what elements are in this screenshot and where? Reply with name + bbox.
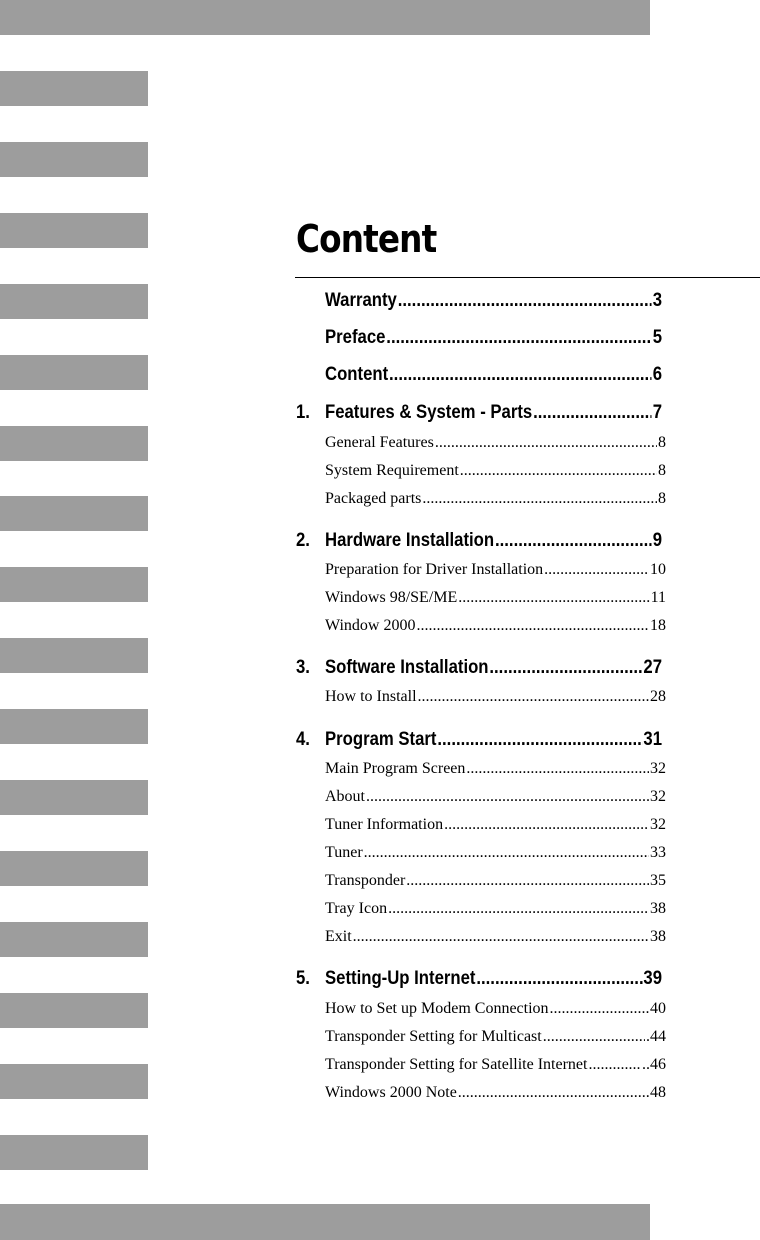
- toc-section-page: 39: [643, 968, 663, 989]
- toc-subentry[interactable]: [325, 1056, 666, 1074]
- toc-subentry[interactable]: [325, 490, 666, 508]
- side-tab: [0, 567, 148, 602]
- leader-dots: [588, 1056, 641, 1074]
- leader-dots: [460, 462, 657, 480]
- leader-dots: [364, 844, 649, 862]
- leader-dots: [458, 589, 649, 607]
- toc-subentry-page: ..46: [642, 1056, 666, 1073]
- section-number: 2.: [296, 530, 310, 551]
- toc-subentry[interactable]: [325, 1000, 666, 1018]
- toc-subentry[interactable]: [325, 872, 666, 890]
- toc-section[interactable]: [325, 530, 662, 552]
- leader-dots: [389, 364, 652, 386]
- leader-dots: [533, 402, 652, 424]
- toc-subentry-page: 32: [650, 788, 666, 805]
- toc-entry-page: 3: [652, 290, 663, 311]
- leader-dots: [466, 760, 649, 778]
- section-number: 3.: [296, 657, 310, 678]
- leader-dots: [388, 900, 649, 918]
- toc-subentry[interactable]: [325, 816, 666, 834]
- leader-dots: [418, 688, 649, 706]
- toc-subentry-label: Tuner: [325, 844, 363, 861]
- side-tab: [0, 1135, 148, 1170]
- toc-subentry-label: Transponder Setting for Multicast: [325, 1028, 542, 1045]
- side-tab: [0, 638, 148, 673]
- toc-section-label: Hardware Installation: [325, 530, 495, 551]
- toc-subentry[interactable]: [325, 589, 666, 607]
- side-tab: [0, 851, 148, 886]
- side-tab: [0, 71, 148, 106]
- toc-subentry-page: 10: [650, 561, 666, 578]
- toc-section-page: 27: [643, 657, 663, 678]
- leader-dots: [495, 530, 652, 552]
- section-number: 5.: [296, 968, 310, 989]
- header-bar: [0, 0, 650, 35]
- toc-subentry[interactable]: [325, 928, 666, 946]
- toc-subentry-page: 33: [650, 844, 666, 861]
- page-title: Content: [296, 217, 437, 261]
- toc-subentry[interactable]: [325, 844, 666, 862]
- toc-subentry-label: Transponder Setting for Satellite Internet: [325, 1056, 588, 1073]
- toc-subentry-page: 8: [658, 462, 666, 479]
- leader-dots: [386, 327, 652, 349]
- toc-section-label: Software Installation: [325, 657, 489, 678]
- side-tab: [0, 922, 148, 957]
- toc-subentry-label: Packaged parts: [325, 490, 422, 507]
- side-tab: [0, 993, 148, 1028]
- toc-subentry-page: 40: [650, 1000, 666, 1017]
- footer-bar: [0, 1204, 650, 1240]
- toc-subentry[interactable]: [325, 688, 666, 706]
- toc-entry-label: Content: [325, 364, 389, 385]
- toc-subentry-page: .44: [646, 1028, 666, 1045]
- toc-entry-page: 5: [652, 327, 663, 348]
- side-tab: [0, 355, 148, 390]
- toc-subentry-page: 8: [658, 434, 666, 451]
- toc-subentry-label: Tray Icon: [325, 900, 388, 917]
- toc-subentry-page: 48: [650, 1084, 666, 1101]
- toc-subentry[interactable]: [325, 462, 666, 480]
- leader-dots: [366, 788, 649, 806]
- leader-dots: [489, 657, 642, 679]
- toc-subentry-page: 32: [650, 816, 666, 833]
- toc-section-page: 7: [652, 402, 663, 423]
- leader-dots: [416, 617, 649, 635]
- toc-entry-page: 6: [652, 364, 663, 385]
- leader-dots: [544, 561, 649, 579]
- toc-subentry-page: 8: [658, 490, 666, 507]
- toc-subentry-label: Main Program Screen: [325, 760, 466, 777]
- toc-subentry[interactable]: [325, 1084, 666, 1102]
- toc-subentry-label: Preparation for Driver Installation: [325, 561, 544, 578]
- toc-subentry[interactable]: [325, 760, 666, 778]
- toc-entry[interactable]: [325, 327, 662, 349]
- leader-dots: [435, 434, 657, 452]
- toc-subentry[interactable]: [325, 1028, 666, 1046]
- toc-section-label: Features & System - Parts: [325, 402, 533, 423]
- toc-subentry[interactable]: [325, 561, 666, 579]
- toc-subentry[interactable]: [325, 900, 666, 918]
- leader-dots: [398, 290, 652, 312]
- toc-subentry[interactable]: [325, 788, 666, 806]
- side-tab: [0, 496, 148, 531]
- toc-section[interactable]: [325, 402, 662, 424]
- side-tab: [0, 780, 148, 815]
- toc-entry[interactable]: [325, 290, 662, 312]
- section-number: 4.: [296, 729, 310, 750]
- toc-subentry-page: 32: [650, 760, 666, 777]
- toc-entry[interactable]: [325, 364, 662, 386]
- toc-entry-label: Warranty: [325, 290, 397, 311]
- section-number: 1.: [296, 402, 310, 423]
- toc-subentry-page: 28: [650, 688, 666, 705]
- toc-subentry-label: Windows 2000 Note: [325, 1084, 457, 1101]
- leader-dots: [550, 1000, 649, 1018]
- leader-dots: [458, 1084, 649, 1102]
- toc-subentry[interactable]: [325, 617, 666, 635]
- toc-subentry-label: Transponder: [325, 872, 406, 889]
- leader-dots: [422, 490, 657, 508]
- side-tab: [0, 1064, 148, 1099]
- side-tab: [0, 426, 148, 461]
- toc-subentry-label: About: [325, 788, 365, 805]
- side-tab: [0, 284, 148, 319]
- toc-section[interactable]: [325, 968, 662, 990]
- toc-section-label: Program Start: [325, 729, 437, 750]
- toc-subentry-page: 35: [650, 872, 666, 889]
- side-tab: [0, 142, 148, 177]
- toc-entry-label: Preface: [325, 327, 386, 348]
- toc-subentry-label: Exit: [325, 928, 352, 945]
- toc-subentry-label: How to Set up Modem Connection: [325, 1000, 549, 1017]
- toc-subentry-label: Windows 98/SE/ME: [325, 589, 458, 606]
- toc-subentry-page: 38: [650, 928, 666, 945]
- toc-subentry-label: Tuner Information: [325, 816, 444, 833]
- side-tab: [0, 213, 148, 248]
- toc-section[interactable]: [325, 657, 662, 679]
- toc-subentry[interactable]: [325, 434, 666, 452]
- toc-section-page: 31: [643, 729, 663, 750]
- leader-dots: [437, 729, 642, 751]
- toc-subentry-page: 38: [650, 900, 666, 917]
- leader-dots: [353, 928, 649, 946]
- leader-dots: [444, 816, 649, 834]
- toc-subentry-page: 18: [650, 617, 666, 634]
- leader-dots: [543, 1028, 645, 1046]
- side-tab: [0, 709, 148, 744]
- toc-subentry-label: General Features: [325, 434, 434, 451]
- toc-section-label: Setting-Up Internet: [325, 968, 476, 989]
- leader-dots: [476, 968, 642, 990]
- title-rule: [295, 277, 760, 278]
- toc-subentry-label: Window 2000: [325, 617, 416, 634]
- toc-subentry-page: 11: [650, 589, 666, 606]
- toc-subentry-label: How to Install: [325, 688, 417, 705]
- toc-section[interactable]: [325, 729, 662, 751]
- toc-subentry-label: System Requirement: [325, 462, 459, 479]
- leader-dots: [406, 872, 649, 890]
- toc-section-page: 9: [652, 530, 663, 551]
